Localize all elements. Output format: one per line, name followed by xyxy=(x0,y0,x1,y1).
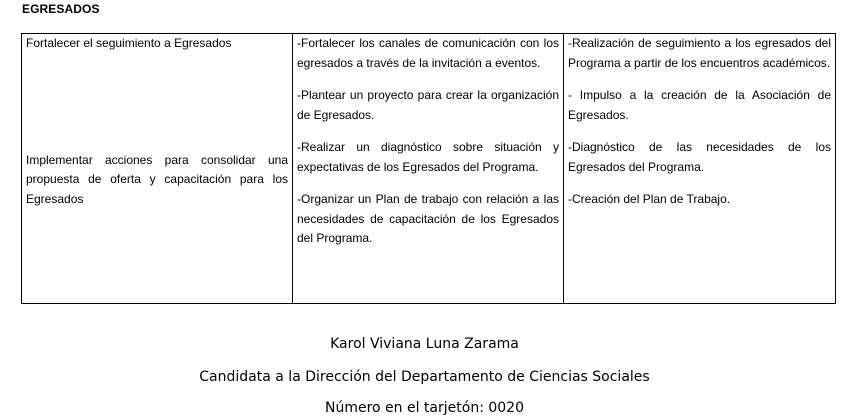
objective-item: Implementar acciones para consolidar una propuesta de oferta y capacitación para los Egresados xyxy=(26,152,288,206)
table-row xyxy=(22,34,836,304)
strategy-item: -Plantear un proyecto para crear la organización de Egresados. xyxy=(297,88,559,122)
action-item: -Creación del Plan de Trabajo. xyxy=(568,192,731,206)
objective-item: Fortalecer el seguimiento a Egresados xyxy=(26,36,232,50)
actions-cell xyxy=(564,34,836,304)
action-item: - Impulso a la creación de la Asociación de Egresados. xyxy=(568,88,831,122)
strategy-item: -Fortalecer los canales de comunicación con los egresados a través de la invitación a eventos. xyxy=(297,36,559,70)
strategy-item: -Organizar un Plan de trabajo con relación a las necesidades de capacitación de los Egresados del Programa. xyxy=(297,192,559,245)
candidate-name: Karol Viviana Luna Zarama xyxy=(330,336,519,352)
plan-table xyxy=(21,33,836,304)
ballot-number: Número en el tarjetón: 0020 xyxy=(324,400,524,416)
action-item: -Diagnóstico de las necesidades de los Egresados del Programa. xyxy=(568,140,831,174)
section-heading: EGRESADOS xyxy=(22,2,100,16)
strategy-item: -Realizar un diagnóstico sobre situación y expectativas de los Egresados del Programa. xyxy=(297,140,559,174)
action-item: -Realización de seguimiento a los egresados del Programa a partir de los encuentros académicos. xyxy=(568,36,831,70)
objectives-cell xyxy=(22,34,293,304)
candidate-role: Candidata a la Dirección del Departamento de Ciencias Sociales xyxy=(199,369,650,385)
strategies-cell xyxy=(293,34,564,304)
